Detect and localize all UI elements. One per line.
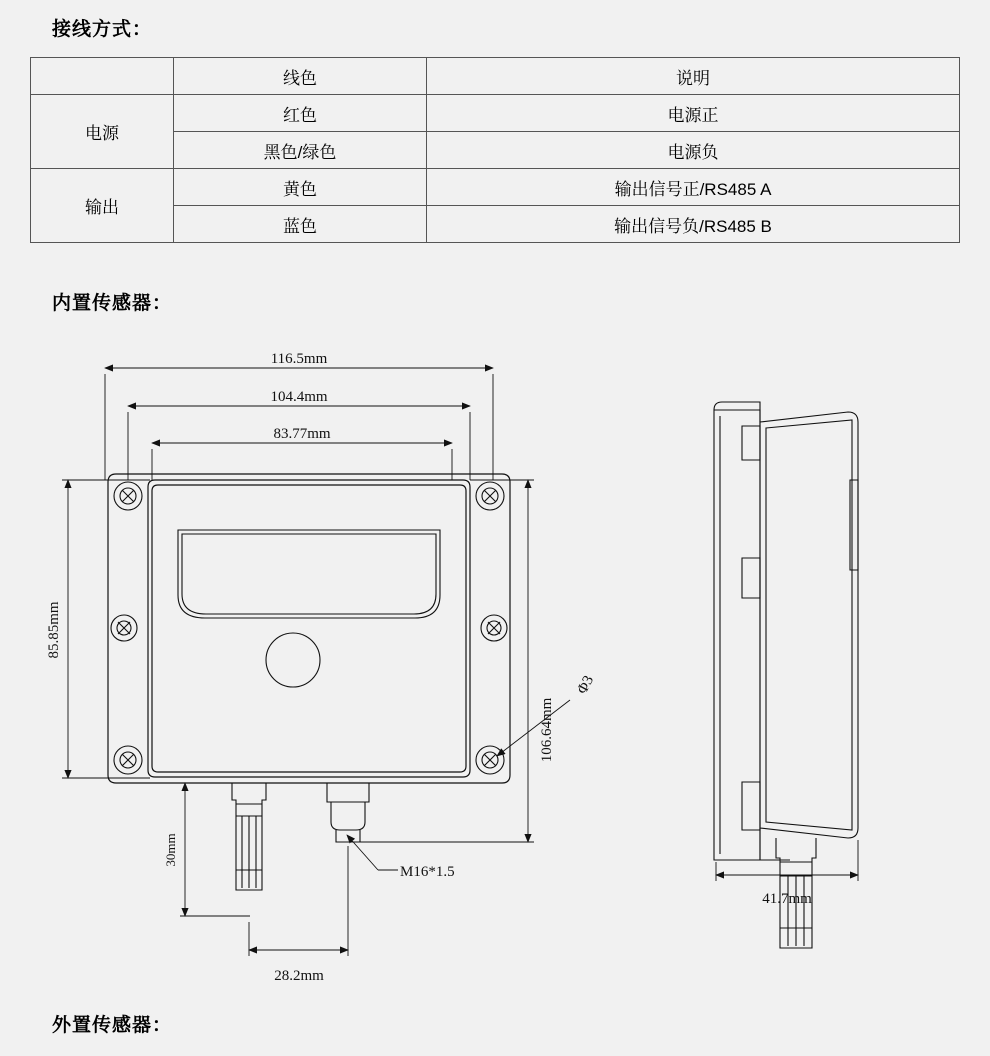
section-title-external-sensor: 外置传感器： — [52, 1015, 173, 1036]
table-header-empty — [31, 58, 174, 95]
table-cell-desc: 电源负 — [427, 132, 960, 169]
dimension-drawing — [0, 330, 990, 1000]
dim-hole-leader — [497, 700, 570, 756]
dim-gland-leader — [347, 835, 398, 870]
label-probe-spacing: 28.2mm — [274, 968, 324, 984]
wiring-table — [30, 57, 960, 243]
dim-probe-spacing — [249, 846, 348, 956]
label-side-depth: 41.7mm — [762, 891, 812, 907]
table-cell-color: 蓝色 — [174, 206, 427, 243]
table-row — [31, 169, 960, 206]
label-width-mid: 104.4mm — [270, 389, 328, 405]
display-window — [178, 530, 440, 618]
section-title-builtin-sensor: 内置传感器： — [52, 293, 173, 314]
table-header-row — [31, 58, 960, 95]
table-cell-desc: 电源正 — [427, 95, 960, 132]
table-cell-category-power: 电源 — [31, 95, 174, 169]
table-header-desc: 说明 — [427, 58, 960, 95]
drawing-svg — [0, 330, 990, 1000]
front-probe-left — [232, 783, 266, 890]
dim-width-outer — [105, 368, 493, 480]
label-probe-height: 30mm — [163, 833, 178, 867]
label-gland-thread: M16*1.5 — [400, 864, 455, 880]
label-height-left: 85.85mm — [46, 601, 62, 659]
table-row — [31, 95, 960, 132]
table-cell-desc: 输出信号负/RS485 B — [427, 206, 960, 243]
cable-gland — [327, 783, 369, 842]
front-housing — [108, 474, 510, 783]
section-title-wiring: 接线方式： — [52, 19, 153, 40]
side-view — [714, 402, 858, 948]
table-cell-desc: 输出信号正/RS485 A — [427, 169, 960, 206]
table-cell-color: 黑色/绿色 — [174, 132, 427, 169]
mounting-holes — [111, 482, 507, 774]
label-height-right: 106.64mm — [539, 697, 555, 763]
table-cell-color: 红色 — [174, 95, 427, 132]
table-cell-category-output: 输出 — [31, 169, 174, 243]
table-cell-color: 黄色 — [174, 169, 427, 206]
dim-probe-height — [180, 783, 250, 916]
table-header-color: 线色 — [174, 58, 427, 95]
label-width-inner: 83.77mm — [273, 426, 331, 442]
label-width-outer: 116.5mm — [270, 351, 328, 367]
front-sensor-circle — [266, 633, 320, 687]
label-hole-diameter: Φ3 — [574, 673, 598, 697]
